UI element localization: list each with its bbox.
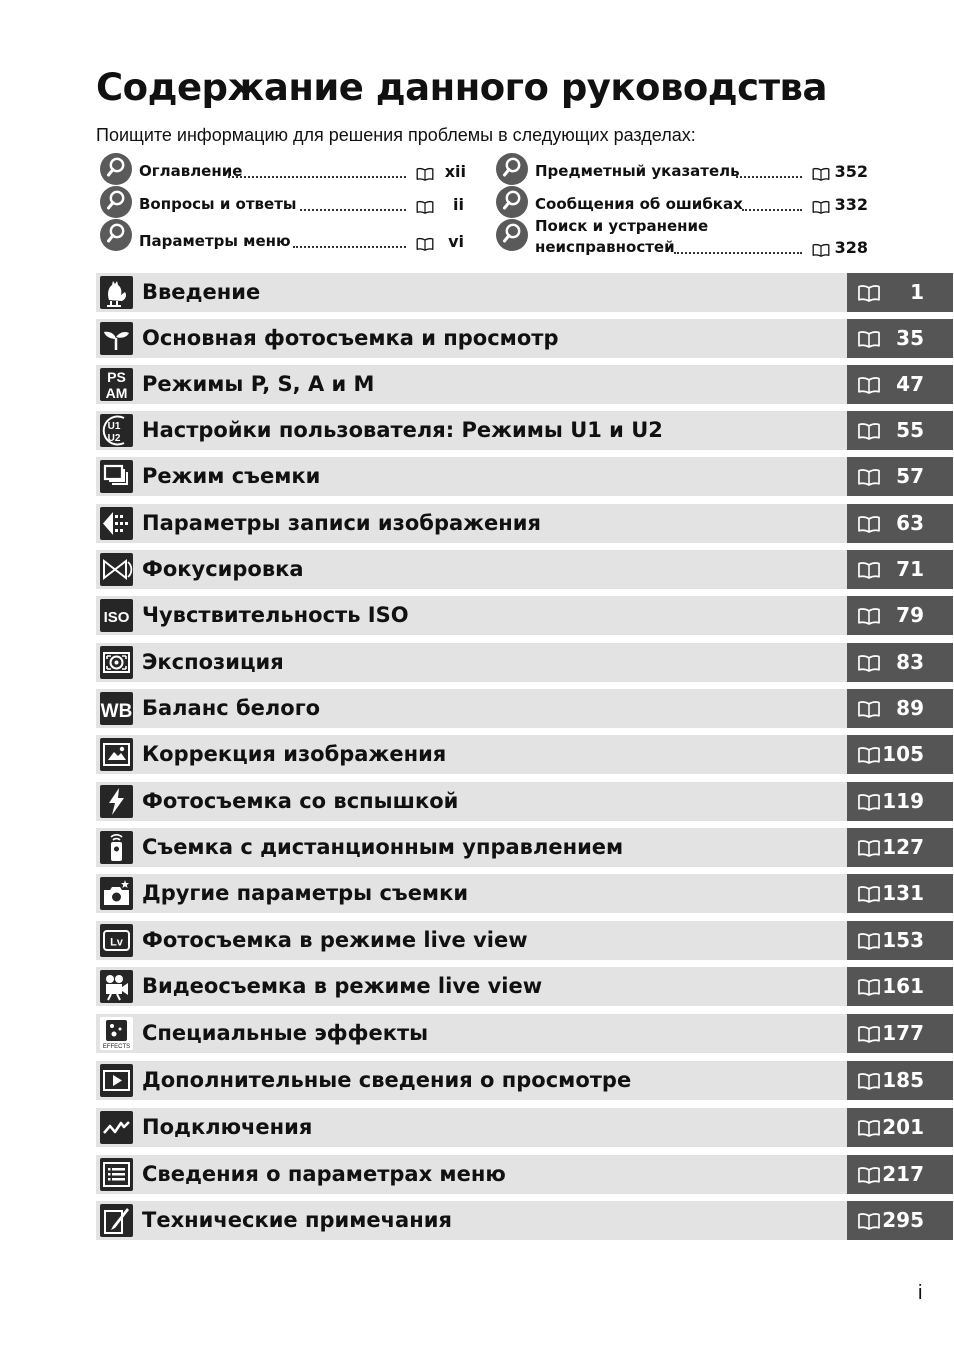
quick-link-index[interactable] — [496, 153, 868, 187]
svg-text:ISO: ISO — [103, 609, 130, 626]
psam-icon — [100, 368, 133, 401]
toc-row-focus[interactable] — [96, 550, 953, 589]
toc-page-box — [847, 1014, 953, 1053]
search-icon — [496, 186, 528, 218]
book-icon — [416, 167, 434, 181]
quick-link-page: 332 — [834, 195, 868, 214]
quick-link-page: 352 — [834, 162, 868, 181]
svg-text:PS: PS — [107, 369, 126, 385]
book-icon — [857, 654, 881, 672]
toc-row-exposure[interactable] — [96, 643, 953, 682]
quick-link-label: Предметный указатель — [535, 162, 740, 180]
book-icon — [857, 468, 881, 486]
svg-text:WB: WB — [100, 701, 133, 722]
toc-row-other-shooting-options[interactable] — [96, 874, 953, 913]
book-icon — [857, 700, 881, 718]
toc-page-box — [847, 596, 953, 635]
search-icon — [100, 186, 132, 218]
toc-page: 55 — [896, 418, 924, 442]
toc-title: Дополнительные сведения о просмотре — [142, 1068, 632, 1092]
toc-page: 105 — [882, 742, 924, 766]
book-icon — [812, 243, 830, 257]
toc-title: Фотосъемка со вспышкой — [142, 789, 459, 813]
white-balance-icon — [100, 692, 133, 725]
toc-title: Экспозиция — [142, 650, 284, 674]
toc-page: 63 — [896, 511, 924, 535]
book-icon — [857, 1072, 881, 1090]
toc-title: Другие параметры съемки — [142, 881, 469, 905]
movie-camera-icon — [100, 970, 133, 1003]
toc-page-box — [847, 689, 953, 728]
quick-link-page: xii — [444, 162, 466, 181]
toc-title: Коррекция изображения — [142, 742, 447, 766]
page-title: Содержание данного руководства — [96, 66, 827, 109]
quick-link-qa[interactable] — [100, 186, 466, 220]
toc-page: 127 — [882, 835, 924, 859]
toc-row-introduction[interactable] — [96, 273, 953, 312]
toc-page: 295 — [882, 1208, 924, 1232]
book-icon — [857, 1212, 881, 1230]
toc-title: Сведения о параметрах меню — [142, 1162, 506, 1186]
toc-page: 177 — [882, 1021, 924, 1045]
rooster-icon — [100, 276, 133, 309]
sprout-icon — [100, 322, 133, 355]
quick-link-page: vi — [448, 232, 464, 251]
toc-title: Введение — [142, 280, 261, 304]
toc-page-box — [847, 1061, 953, 1100]
toc-page: 185 — [882, 1068, 924, 1092]
iso-icon — [100, 599, 133, 632]
toc-page-box — [847, 411, 953, 450]
toc-title: Чувствительность ISO — [142, 603, 409, 627]
book-icon — [857, 376, 881, 394]
toc-page-box — [847, 874, 953, 913]
svg-text:U2: U2 — [107, 433, 121, 444]
svg-text:Lv: Lv — [110, 936, 123, 949]
toc-row-psam-modes[interactable] — [96, 365, 953, 404]
search-icon — [100, 153, 132, 185]
toc-row-remote-control[interactable] — [96, 828, 953, 867]
search-icon — [496, 219, 528, 251]
toc-page-box — [847, 967, 953, 1006]
toc-page-box — [847, 921, 953, 960]
toc-page: 57 — [896, 464, 924, 488]
quick-link-troubleshooting[interactable] — [496, 219, 868, 263]
toc-title: Настройки пользователя: Режимы U1 и U2 — [142, 418, 663, 442]
book-icon — [812, 200, 830, 214]
quick-link-label: Вопросы и ответы — [139, 195, 297, 213]
toc-row-live-view-photo[interactable] — [96, 921, 953, 960]
toc-title: Баланс белого — [142, 696, 321, 720]
leader-dots — [674, 252, 802, 254]
playback-icon — [100, 1064, 133, 1097]
menu-list-icon — [100, 1158, 133, 1191]
toc-title: Фотосъемка в режиме live view — [142, 928, 528, 952]
toc-row-basic-photography[interactable] — [96, 319, 953, 358]
book-icon — [857, 746, 881, 764]
toc-page: 201 — [882, 1115, 924, 1139]
toc-title: Режимы P, S, A и M — [142, 372, 375, 396]
search-icon — [100, 219, 132, 251]
toc-page-box — [847, 643, 953, 682]
book-icon — [857, 1119, 881, 1137]
toc-row-special-effects[interactable] — [96, 1014, 953, 1053]
exposure-meter-icon — [100, 646, 133, 679]
toc-page-box — [847, 1108, 953, 1147]
toc-title: Режим съемки — [142, 464, 321, 488]
svg-text:AM: AM — [105, 385, 128, 401]
leader-dots — [300, 209, 406, 211]
toc-title: Технические примечания — [142, 1208, 452, 1232]
quick-link-label-line2: неисправностей — [535, 238, 675, 256]
quick-link-menu-options[interactable] — [100, 219, 466, 257]
svg-text:EFFECTS: EFFECTS — [102, 1044, 131, 1050]
toc-page: 35 — [896, 326, 924, 350]
book-icon — [857, 839, 881, 857]
toc-title: Параметры записи изображения — [142, 511, 541, 535]
toc-page-box — [847, 319, 953, 358]
toc-page-box — [847, 735, 953, 774]
toc-page: 131 — [882, 881, 924, 905]
toc-row-live-view-movie[interactable] — [96, 967, 953, 1006]
search-icon — [496, 153, 528, 185]
toc-page: 89 — [896, 696, 924, 720]
book-icon — [857, 561, 881, 579]
technical-notes-icon — [100, 1204, 133, 1237]
toc-page: 79 — [896, 603, 924, 627]
toc-page-box — [847, 273, 953, 312]
toc-title: Фокусировка — [142, 557, 304, 581]
image-quality-icon — [100, 507, 133, 540]
quick-link-label-line1: Поиск и устранение — [535, 217, 709, 235]
book-icon — [416, 200, 434, 214]
page-number: i — [918, 1282, 923, 1304]
quick-link-label: Оглавление — [139, 162, 243, 180]
leader-dots — [736, 176, 802, 178]
toc-page-box — [847, 1201, 953, 1240]
toc-page: 217 — [882, 1162, 924, 1186]
toc-title: Подключения — [142, 1115, 313, 1139]
toc-title: Съемка с дистанционным управлением — [142, 835, 624, 859]
toc-page: 161 — [882, 974, 924, 998]
toc-page: 119 — [882, 789, 924, 813]
toc-page-box — [847, 782, 953, 821]
toc-title: Видеосъемка в режиме live view — [142, 974, 543, 998]
leader-dots — [742, 209, 802, 211]
toc-row-release-mode[interactable] — [96, 457, 953, 496]
toc-page-box — [847, 550, 953, 589]
book-icon — [857, 330, 881, 348]
toc-page-box — [847, 504, 953, 543]
toc-row-technical-notes[interactable] — [96, 1201, 953, 1240]
quick-link-label: Параметры меню — [139, 232, 291, 250]
book-icon — [857, 515, 881, 533]
leader-dots — [293, 246, 406, 248]
toc-page-box — [847, 457, 953, 496]
flash-icon — [100, 785, 133, 818]
connections-icon — [100, 1111, 133, 1144]
book-icon — [812, 167, 830, 181]
picture-control-icon — [100, 738, 133, 771]
release-mode-icon — [100, 460, 133, 493]
book-icon — [857, 885, 881, 903]
effects-icon — [100, 1017, 133, 1050]
toc-row-iso[interactable] — [96, 596, 953, 635]
book-icon — [857, 978, 881, 996]
book-icon — [857, 284, 881, 302]
toc-row-image-recording[interactable] — [96, 504, 953, 543]
quick-link-contents[interactable] — [100, 153, 466, 187]
book-icon — [416, 237, 434, 251]
focus-icon — [100, 553, 133, 586]
toc-page-box — [847, 365, 953, 404]
toc-page: 71 — [896, 557, 924, 581]
book-icon — [857, 422, 881, 440]
quick-link-error-messages[interactable] — [496, 186, 868, 220]
toc-row-playback[interactable] — [96, 1061, 953, 1100]
book-icon — [857, 1166, 881, 1184]
book-icon — [857, 1025, 881, 1043]
toc-page-box — [847, 1155, 953, 1194]
toc-row-connections[interactable] — [96, 1108, 953, 1147]
toc-page: 153 — [882, 928, 924, 952]
live-view-icon — [100, 924, 133, 957]
toc-row-white-balance[interactable] — [96, 689, 953, 728]
toc-row-image-correction[interactable] — [96, 735, 953, 774]
quick-link-label: Сообщения об ошибках — [535, 195, 743, 213]
toc-page-box — [847, 828, 953, 867]
toc-row-flash[interactable] — [96, 782, 953, 821]
quick-link-page: 328 — [834, 238, 868, 257]
toc-title: Специальные эффекты — [142, 1021, 429, 1045]
book-icon — [857, 932, 881, 950]
toc-page: 83 — [896, 650, 924, 674]
toc-page: 47 — [896, 372, 924, 396]
user-mode-dial-icon — [100, 414, 133, 447]
toc-row-menu-guide[interactable] — [96, 1155, 953, 1194]
book-icon — [857, 607, 881, 625]
toc-title: Основная фотосъемка и просмотр — [142, 326, 559, 350]
quick-link-page: ii — [453, 195, 464, 214]
svg-text:U1: U1 — [107, 421, 121, 432]
book-icon — [857, 793, 881, 811]
camera-star-icon — [100, 877, 133, 910]
leader-dots — [228, 176, 406, 178]
toc-row-user-settings[interactable] — [96, 411, 953, 450]
toc-page: 1 — [910, 280, 924, 304]
remote-control-icon — [100, 831, 133, 864]
page-subtitle: Поищите информацию для решения проблемы в следующих разделах: — [96, 125, 696, 145]
